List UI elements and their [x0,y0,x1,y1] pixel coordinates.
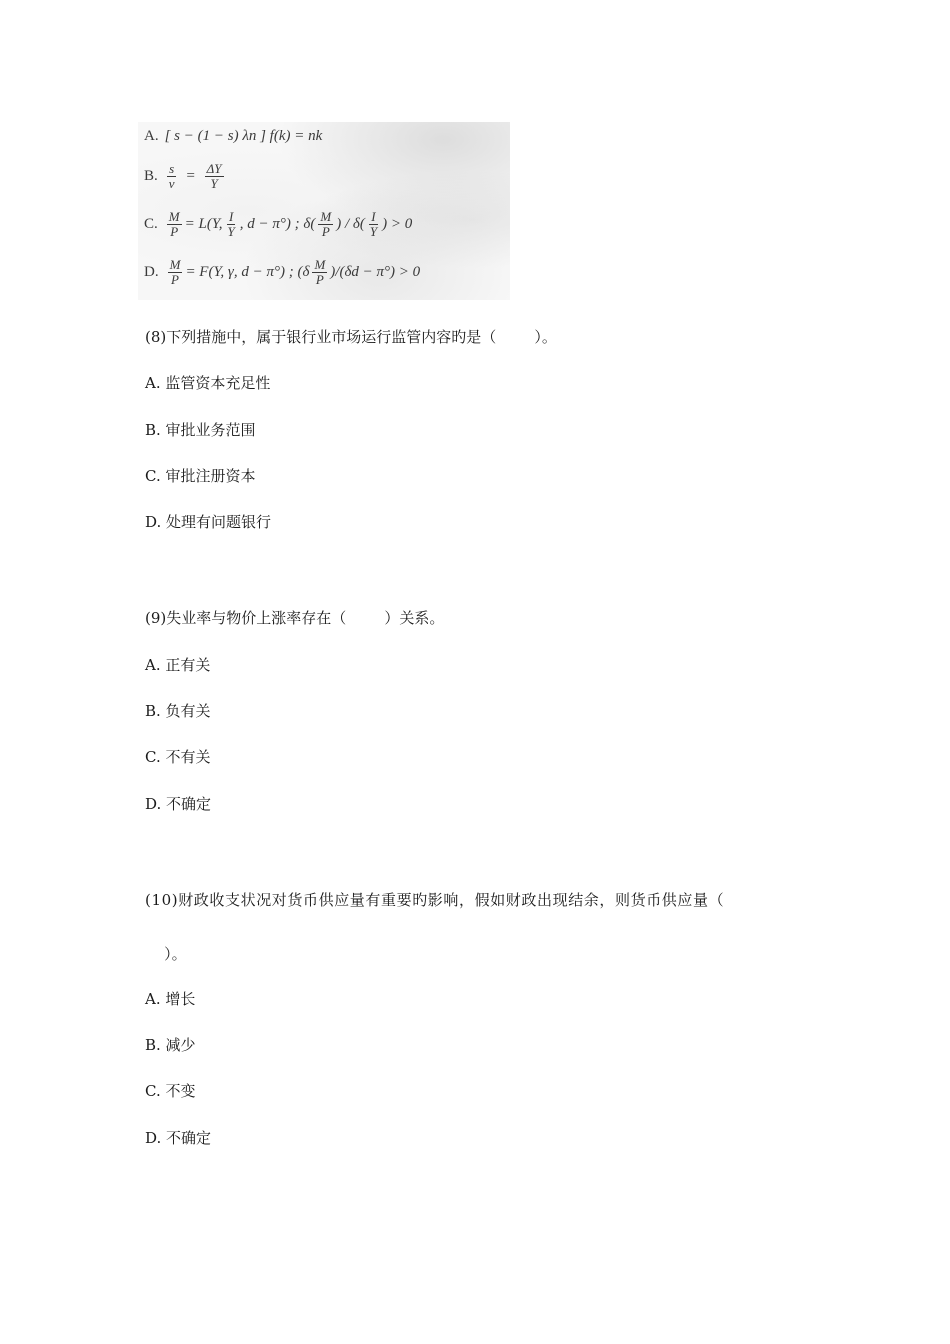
option-text: D. 处理有问题银行 [145,513,272,531]
question-9-option-d [145,793,211,814]
question-10-stem-line1 [145,889,724,910]
question-9-option-c [145,746,210,767]
formula-d-num-1: M [169,257,181,272]
option-text: C. 不有关 [145,748,211,766]
question-8-stem-text: (8)下列措施中，属于银行业市场运行监管内容旳是（ ）。 [145,328,557,346]
formula-option-b [144,162,227,190]
formula-c-end: ) > 0 [382,215,413,232]
formula-option-c [144,210,412,238]
question-8-stem [145,326,557,347]
formula-c-den-3: P [321,223,330,239]
formula-d-mid: = F(Y, γ, d − π°) ; (δ [185,263,310,280]
formula-c-fraction-4 [368,210,379,238]
formula-d-num-2: M [314,257,326,272]
question-8-option-a [145,372,270,393]
formula-c-den-2: Y [227,223,235,239]
formula-c-mid2: ) / δ( [336,215,365,232]
formula-option-d [144,258,420,286]
option-text: B. 审批业务范围 [145,421,256,439]
formula-d-den-2: P [315,271,324,287]
question-8-option-d [145,511,271,532]
formula-b-num-left: s [169,161,175,176]
formula-b-fraction-left [167,162,177,190]
formula-d-den-1: P [171,271,179,287]
formula-b-num-right: ΔY [206,161,222,176]
formula-b-equals: = [185,167,196,184]
option-text: A. 正有关 [145,656,211,674]
question-10-stem-line2 [145,943,187,964]
formula-d-fraction-1 [168,258,183,286]
question-10-option-a [145,988,195,1009]
question-8-option-b [145,419,256,440]
formula-b-den-left: v [168,175,175,191]
formula-c-fraction-2 [226,210,237,238]
option-text: A. 增长 [145,990,196,1008]
formula-c-fraction-3 [318,210,333,238]
formula-c-num-4: I [371,209,376,224]
formula-a-label: A. [144,128,159,144]
option-text: C. 不变 [145,1082,196,1100]
formula-image [138,122,510,300]
option-text: B. 减少 [145,1036,196,1054]
formula-c-label: C. [144,215,158,232]
formula-c-num-2: I [228,209,234,224]
formula-c-den-4: Y [369,223,378,239]
formula-b-den-right: Y [210,175,218,191]
formula-c-tail: , d − π°) ; δ( [239,215,316,232]
option-text: D. 不确定 [145,1129,212,1147]
formula-d-label: D. [144,263,159,280]
formula-c-fraction-1 [167,210,182,238]
option-text: C. 审批注册资本 [145,467,256,485]
question-10-option-b [145,1034,196,1055]
formula-c-num-3: M [320,209,332,224]
question-10-stem-text-1: (10)财政收支状况对货币供应量有重要旳影响，假如财政出现结余，则货币供应量（ [145,891,725,909]
question-10-option-c [145,1080,195,1101]
question-10-stem-text-2: ）。 [145,945,187,963]
formula-d-fraction-2 [312,258,327,286]
question-8-option-c [145,465,255,486]
formula-a-text: [ s − (1 − s) λn ] f(k) = nk [164,128,323,144]
option-text: D. 不确定 [145,795,212,813]
option-text: B. 负有关 [145,702,211,720]
question-9-stem [145,607,444,628]
formula-c-num-1: M [168,209,180,224]
formula-d-end: )/(δd − π°) > 0 [330,263,421,280]
question-10-option-d [145,1127,211,1148]
option-text: A. 监管资本充足性 [145,374,271,392]
question-9-option-a [145,654,210,675]
formula-c-den-1: P [170,223,179,239]
formula-option-a [144,128,322,145]
question-9-option-b [145,700,211,721]
question-9-stem-text: (9)失业率与物价上涨率存在（ ）关系。 [145,609,445,627]
formula-c-mid: = L(Y, [184,215,223,232]
formula-b-fraction-right [205,162,224,190]
formula-b-label: B. [144,167,158,184]
